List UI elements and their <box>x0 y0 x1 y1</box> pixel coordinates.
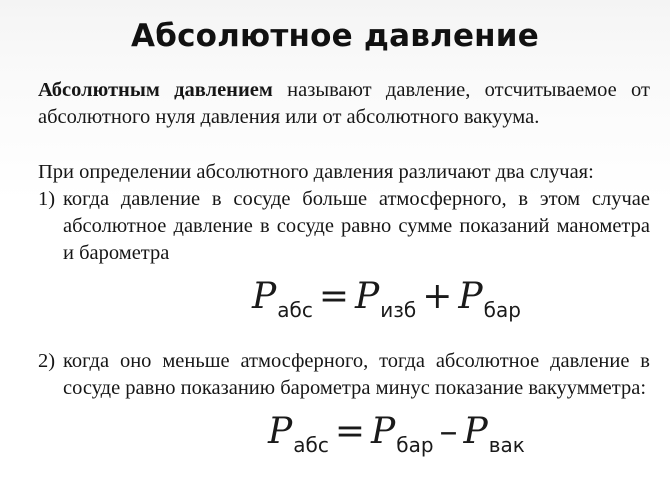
formula-subscript: изб <box>380 298 417 322</box>
formula-absolute-pressure-vacuum <box>268 411 525 457</box>
formula-subscript: абс <box>277 298 313 322</box>
case-item-1 <box>38 186 650 267</box>
formula-subscript: вак <box>488 433 525 457</box>
definition-text: называют давление, отсчитываемое от абсолютного нуля давления или от абсолютного вакуума. <box>38 79 650 128</box>
formula-equals: = <box>334 411 365 452</box>
case-number: 1) <box>38 188 56 210</box>
case-number: 2) <box>38 350 56 372</box>
slide-title: Абсолютное давление <box>131 18 539 54</box>
formula-absolute-pressure-gauge <box>252 276 521 322</box>
formula-symbol: P <box>252 276 277 317</box>
formula-operator: – <box>439 411 458 452</box>
formula-symbol: P <box>268 411 293 452</box>
case-text: когда оно меньше атмосферного, тогда абсолютное давление в сосуде равно показанию барометра минус показание вакуумметра: <box>63 350 650 399</box>
case-item-2 <box>38 348 650 402</box>
formula-operator: + <box>422 276 453 317</box>
formula-subscript: абс <box>293 433 329 457</box>
formula-symbol: P <box>355 276 380 317</box>
formula-symbol: P <box>458 276 483 317</box>
definition-paragraph <box>38 77 650 131</box>
intro-paragraph: При определении абсолютного давления различают два случая: <box>38 161 594 183</box>
formula-subscript: бар <box>483 298 521 322</box>
definition-term: Абсолютным давлением <box>38 79 273 101</box>
formula-symbol: P <box>371 411 396 452</box>
formula-subscript: бар <box>396 433 434 457</box>
case-text: когда давление в сосуде больше атмосферного, в этом случае абсолютное давление в сосуде равно сумме показаний манометра и барометра <box>63 188 650 264</box>
formula-symbol: P <box>463 411 488 452</box>
formula-equals: = <box>318 276 349 317</box>
